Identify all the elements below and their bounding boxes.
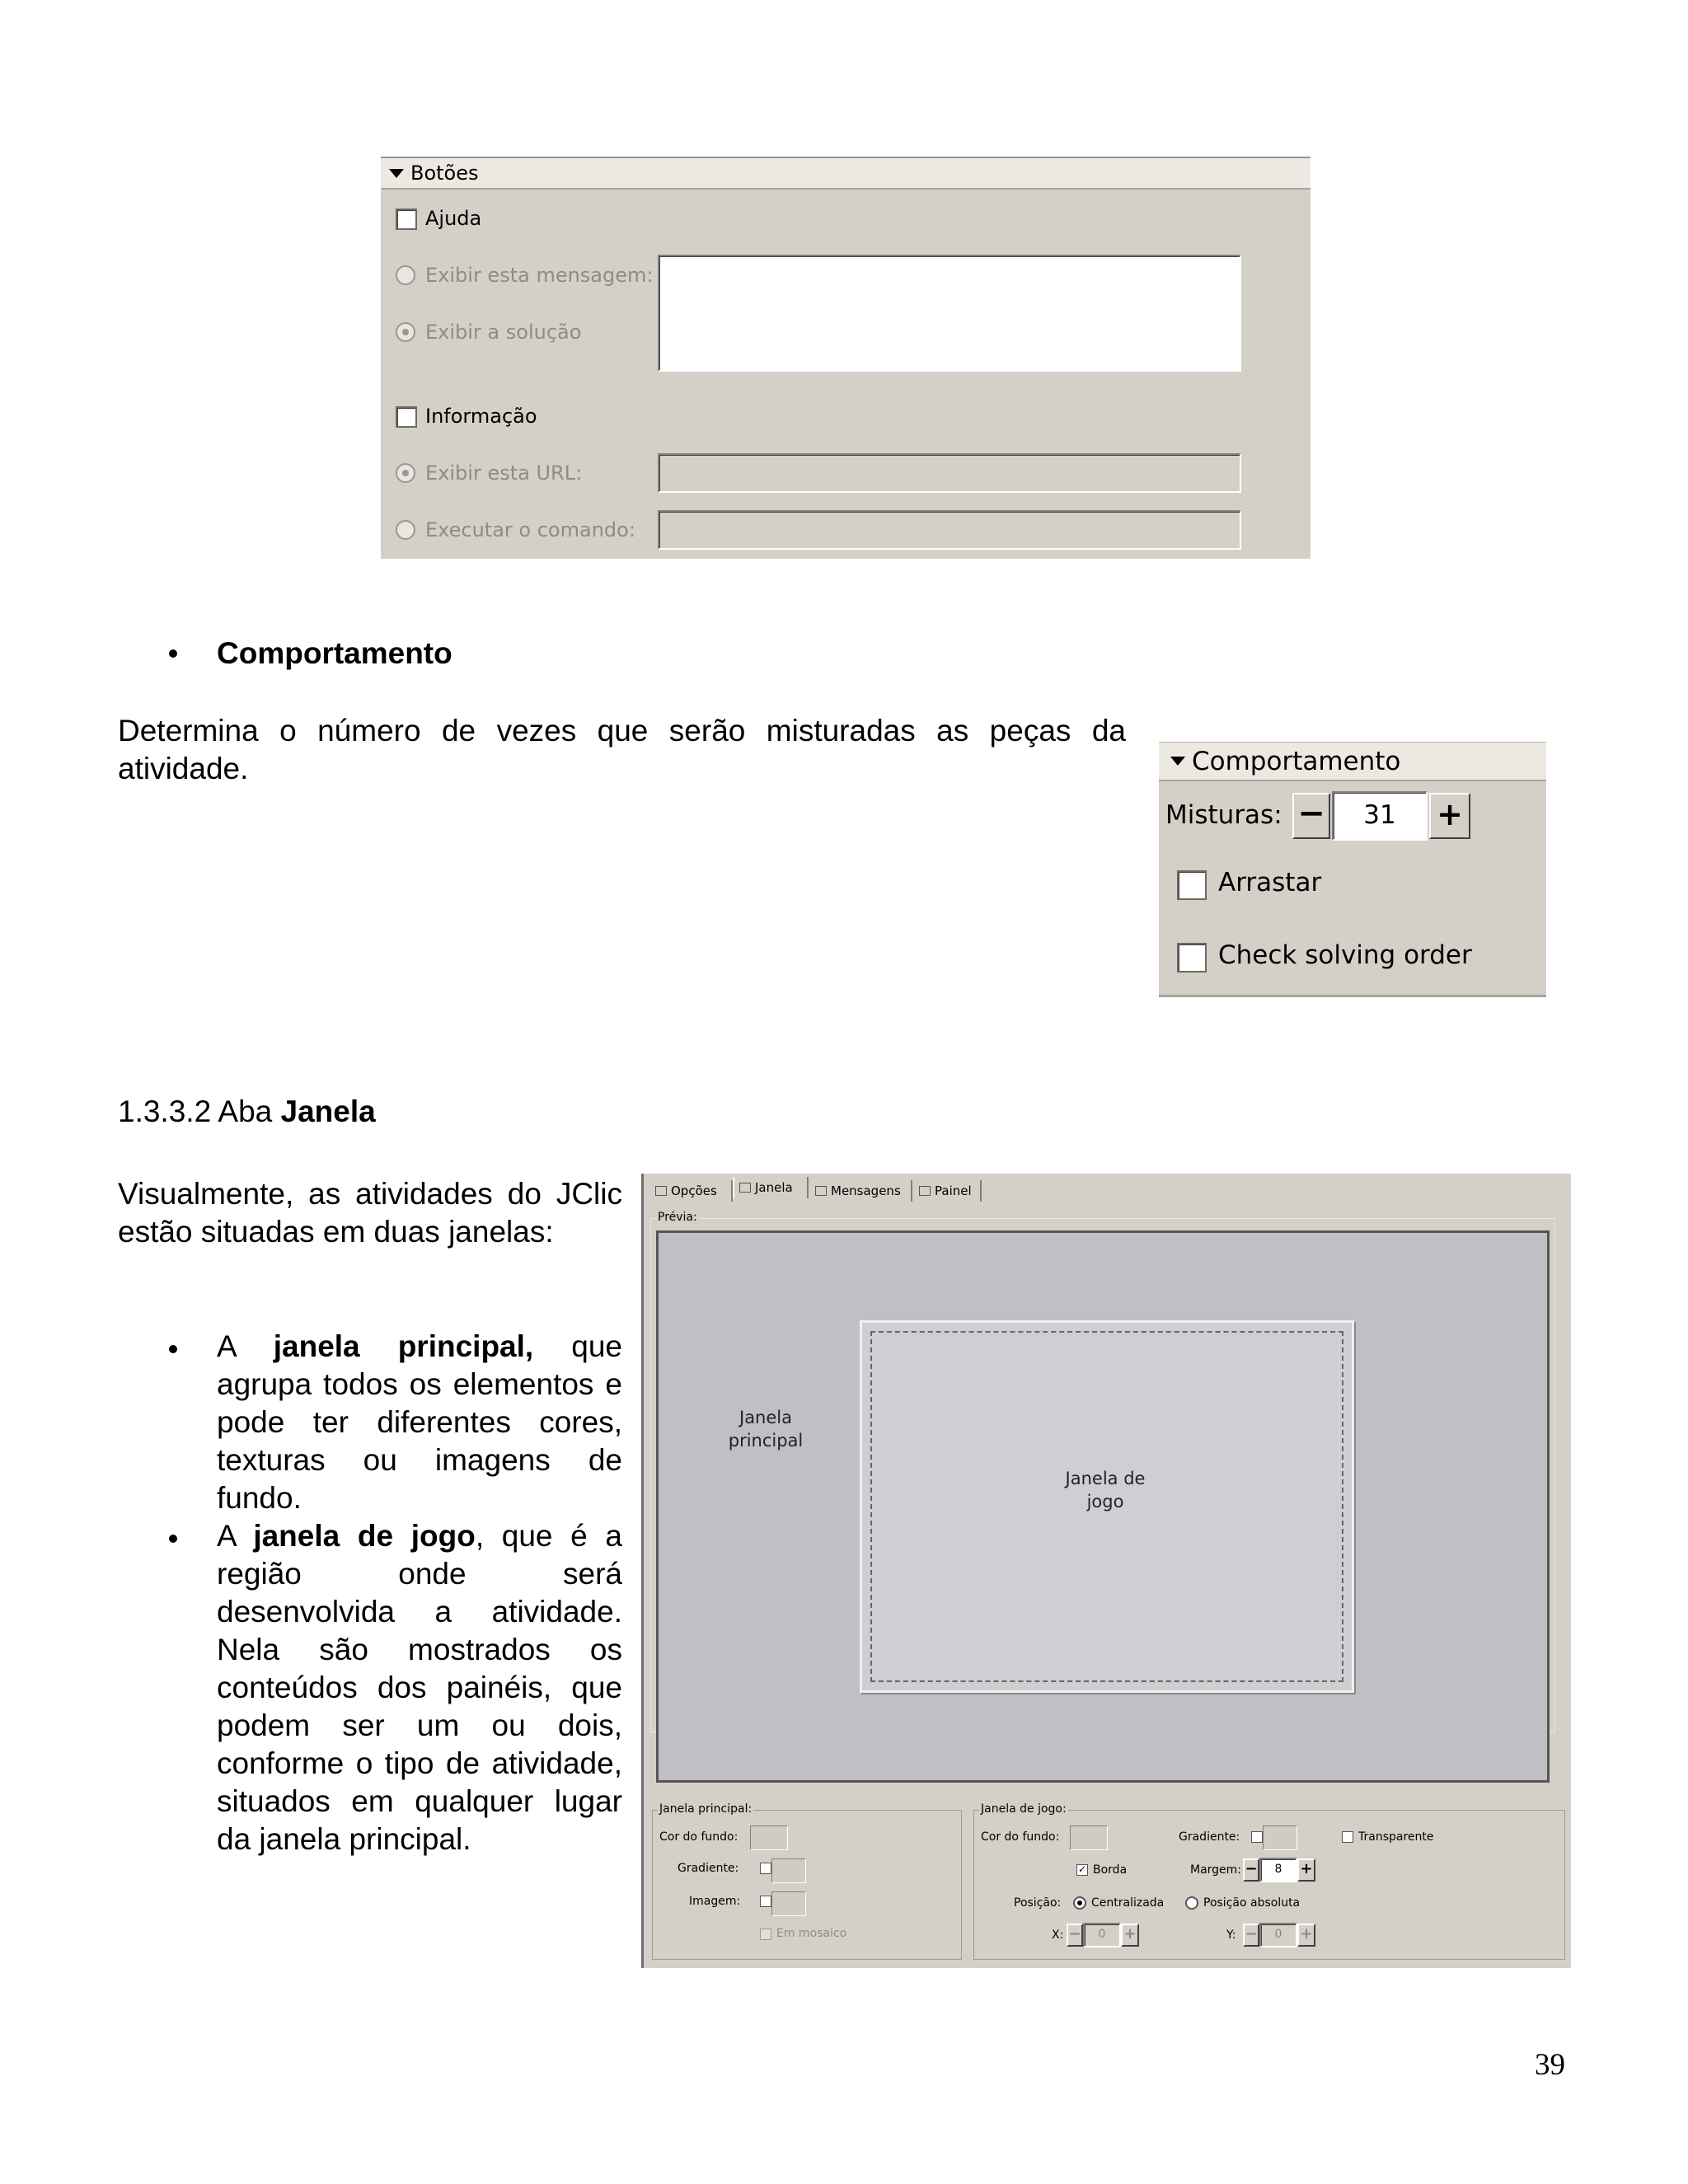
heading-bold: Janela — [280, 1094, 376, 1128]
bullet2-bold: janela de jogo — [253, 1519, 476, 1553]
jogo-gradiente-checkbox[interactable] — [1251, 1831, 1263, 1843]
x-decrement-button[interactable]: − — [1067, 1924, 1083, 1947]
janela-intro-text: Visualmente, as atividades do JClic estão situadas em duas janelas: — [118, 1177, 622, 1249]
centralizada-label: Centralizada — [1091, 1896, 1165, 1910]
bullet1-pre: A — [217, 1329, 274, 1363]
comando-field[interactable] — [658, 510, 1241, 550]
preview-game-window — [860, 1320, 1354, 1693]
exibir-solucao-radio[interactable] — [396, 322, 415, 342]
margem-input[interactable] — [1259, 1858, 1297, 1882]
borda-checkbox[interactable]: ✓ — [1077, 1863, 1087, 1875]
janela-intro — [118, 1175, 622, 1251]
y-label: Y: — [1226, 1929, 1236, 1942]
y-decrement-button[interactable]: − — [1243, 1924, 1259, 1947]
janela-section-heading — [118, 1093, 376, 1131]
url-field[interactable] — [658, 453, 1241, 493]
options-icon — [655, 1186, 667, 1196]
window-icon — [739, 1183, 751, 1193]
botoes-header[interactable] — [381, 158, 1311, 190]
bullet2-rest: , que é a região onde será desenvolvida a atividade. Nela são mostrados os conteúdos dos painéis, que podem ser um ou dois, conforme o tipo de atividade, situados em qualquer lugar da janela principal. — [217, 1519, 622, 1856]
bullet-comportamento — [169, 649, 177, 658]
y-increment-button[interactable]: + — [1297, 1924, 1315, 1947]
previa-label: Prévia: — [658, 1211, 697, 1224]
misturas-label: Misturas: — [1165, 800, 1282, 830]
tab-janela[interactable] — [733, 1177, 809, 1198]
comportamento-header[interactable] — [1159, 742, 1546, 781]
preview-game-label: Janela de jogo — [1065, 1469, 1146, 1511]
em-mosaico-checkbox[interactable] — [760, 1929, 771, 1940]
arrastar-checkbox[interactable] — [1177, 870, 1207, 900]
check-solving-label: Check solving order — [1218, 940, 1472, 970]
principal-imagem-label: Imagem: — [689, 1895, 741, 1908]
y-input[interactable] — [1259, 1923, 1297, 1947]
tab-janela-label: Janela — [755, 1180, 793, 1195]
x-increment-button[interactable]: + — [1121, 1924, 1139, 1947]
janela-principal-group — [652, 1802, 962, 1960]
jogo-gradiente-label: Gradiente: — [1179, 1830, 1240, 1844]
comportamento-header-label: Comportamento — [1192, 746, 1401, 776]
posicao-label: Posição: — [1014, 1896, 1062, 1910]
bullet-janela-jogo — [169, 1535, 177, 1543]
informacao-label: Informação — [425, 405, 537, 428]
comportamento-description — [118, 712, 1126, 788]
tab-painel-label: Painel — [935, 1183, 972, 1198]
misturas-value: 31 — [1363, 800, 1396, 830]
bullet1-rest: que agrupa todos os elementos e pode ter diferentes cores, texturas ou imagens de fundo. — [217, 1329, 623, 1515]
comportamento-description-text: Determina o número de vezes que serão misturadas as peças da atividade. — [118, 714, 1126, 785]
margem-decrement-button[interactable]: − — [1243, 1858, 1259, 1882]
em-mosaico-label: Em mosaico — [776, 1927, 847, 1940]
margem-value: 8 — [1274, 1863, 1282, 1876]
janela-jogo-group-title: Janela de jogo: — [981, 1802, 1067, 1816]
bullet-janela-principal-text — [217, 1328, 622, 1517]
misturas-decrement-button[interactable] — [1292, 793, 1330, 839]
margem-label: Margem: — [1190, 1863, 1242, 1877]
principal-gradiente-swatch[interactable] — [771, 1858, 806, 1883]
janela-principal-group-title: Janela principal: — [659, 1802, 753, 1816]
comportamento-panel — [1159, 742, 1546, 997]
misturas-input[interactable] — [1332, 791, 1428, 841]
borda-label: Borda — [1093, 1863, 1128, 1877]
janela-panel — [641, 1174, 1571, 1968]
ajuda-label: Ajuda — [425, 207, 482, 230]
heading-prefix: 1.3.3.2 Aba — [118, 1094, 281, 1128]
tab-mensagens[interactable] — [810, 1180, 912, 1202]
janela-jogo-group — [973, 1802, 1565, 1960]
botoes-panel — [381, 157, 1311, 559]
principal-cor-fundo-swatch[interactable] — [750, 1825, 788, 1850]
transparente-label: Transparente — [1358, 1830, 1434, 1844]
exibir-mensagem-label: Exibir esta mensagem: — [425, 264, 654, 287]
bullet2-pre: A — [217, 1519, 254, 1553]
exibir-url-radio[interactable] — [396, 463, 415, 483]
preview-main-window — [656, 1230, 1550, 1783]
x-value: 0 — [1098, 1928, 1106, 1941]
tab-opcoes-label: Opções — [671, 1183, 717, 1198]
jogo-cor-fundo-swatch[interactable] — [1070, 1825, 1108, 1850]
minus-icon: − — [1297, 794, 1325, 832]
principal-gradiente-checkbox[interactable] — [760, 1863, 771, 1874]
plus-icon: + — [1437, 796, 1463, 832]
tab-painel[interactable] — [914, 1180, 982, 1202]
check-solving-checkbox[interactable] — [1177, 943, 1207, 972]
exibir-solucao-label: Exibir a solução — [425, 321, 582, 344]
principal-cor-fundo-label: Cor do fundo: — [659, 1830, 738, 1844]
panel-icon — [919, 1186, 931, 1196]
principal-gradiente-label: Gradiente: — [678, 1862, 739, 1875]
centralizada-radio[interactable] — [1073, 1896, 1086, 1910]
collapse-triangle-icon — [1170, 757, 1185, 766]
principal-imagem-checkbox[interactable] — [760, 1896, 771, 1907]
page-number: 39 — [1535, 2048, 1565, 2082]
messages-icon — [815, 1186, 827, 1196]
tab-opcoes[interactable] — [650, 1180, 733, 1202]
informacao-checkbox[interactable] — [396, 406, 417, 428]
bullet-janela-principal — [169, 1345, 177, 1353]
principal-imagem-swatch[interactable] — [771, 1891, 806, 1916]
x-input[interactable] — [1083, 1923, 1121, 1947]
misturas-increment-button[interactable] — [1429, 793, 1470, 839]
exibir-mensagem-radio[interactable] — [396, 265, 415, 285]
ajuda-checkbox[interactable] — [396, 209, 417, 230]
exibir-url-label: Exibir esta URL: — [425, 462, 583, 485]
transparente-checkbox[interactable] — [1342, 1831, 1353, 1843]
executar-comando-radio[interactable] — [396, 520, 415, 540]
margem-increment-button[interactable]: + — [1297, 1858, 1315, 1882]
executar-comando-label: Executar o comando: — [425, 518, 635, 541]
posicao-absoluta-radio[interactable] — [1185, 1896, 1198, 1910]
botoes-header-label: Botões — [410, 162, 479, 185]
jogo-cor-fundo-label: Cor do fundo: — [981, 1830, 1060, 1844]
bullet1-bold: janela principal, — [273, 1329, 534, 1363]
y-value: 0 — [1274, 1928, 1282, 1941]
mensagem-textarea[interactable] — [658, 255, 1241, 372]
previa-group — [650, 1211, 1555, 1732]
collapse-triangle-icon — [389, 169, 404, 178]
posicao-absoluta-label: Posição absoluta — [1203, 1896, 1301, 1910]
bullet-janela-jogo-text — [217, 1517, 622, 1858]
tab-mensagens-label: Mensagens — [831, 1183, 901, 1198]
arrastar-label: Arrastar — [1218, 868, 1322, 898]
x-label: X: — [1052, 1929, 1064, 1942]
preview-main-label: Janela principal — [728, 1408, 804, 1451]
jogo-gradiente-swatch[interactable] — [1263, 1825, 1297, 1850]
comportamento-bullet-title: Comportamento — [217, 636, 452, 670]
